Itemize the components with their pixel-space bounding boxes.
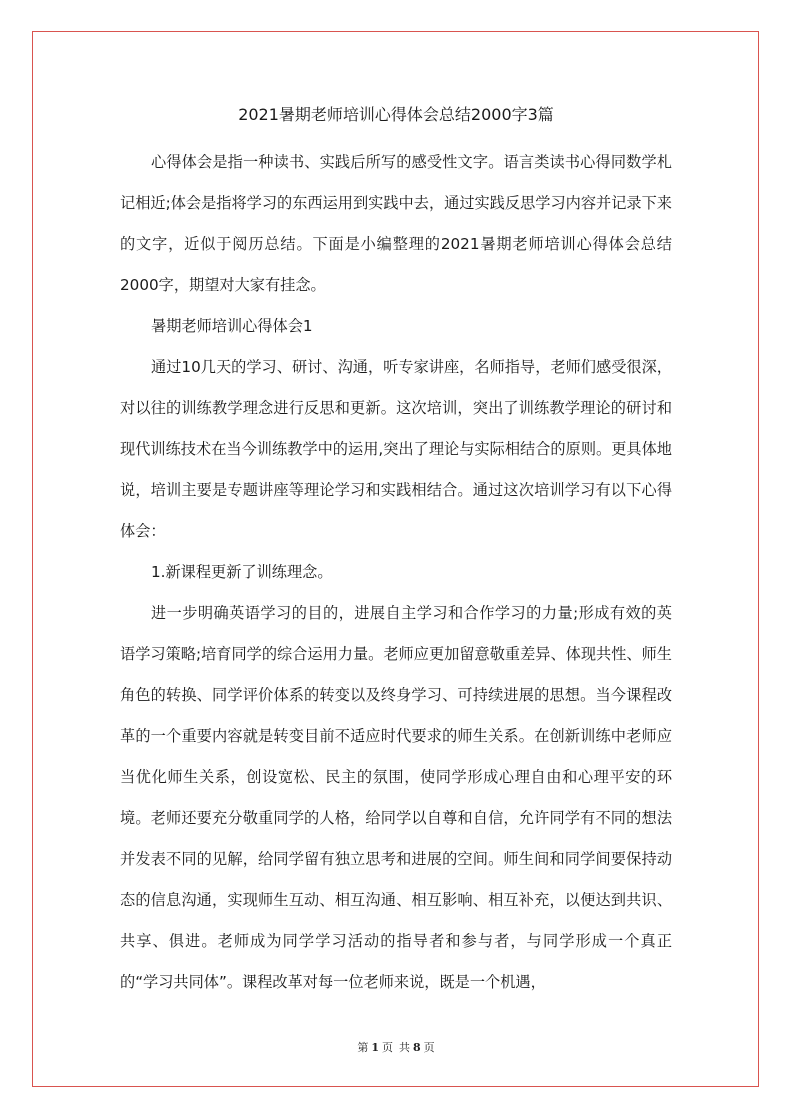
footer-total-pages: 8 [413, 1041, 421, 1054]
section-heading: 暑期老师培训心得体会1 [151, 317, 313, 335]
footer-prefix: 第 [357, 1041, 369, 1054]
footer-page-word: 页 [382, 1041, 393, 1054]
document-body [120, 98, 672, 1003]
footer-suffix: 页 [423, 1041, 435, 1054]
footer-current-page: 1 [371, 1041, 379, 1054]
paragraph-intro: 心得体会是指一种读书、实践后所写的感受性文字。语言类读书心得同数学札记相近;体会是指将学习的东西运用到实践中去，通过实践反思学习内容并记录下来的文字，近似于阅历总结。下面是小编整理的2021暑期老师培训心得体会总结2000字，期望对大家有挂念。 [120, 153, 672, 294]
paragraph-body: 通过10几天的学习、研讨、沟通，听专家讲座，名师指导，老师们感受很深，对以往的训练教学理念进行反思和更新。这次培训，突出了训练教学理论的研讨和现代训练技术在当今训练教学中的运用,突出了理论与实际相结合的原则。更具体地说，培训主要是专题讲座等理论学习和实践相结合。通过这次培训学习有以下心得体会： [120, 358, 672, 540]
footer-total-word: 共 [399, 1041, 410, 1054]
page-footer [0, 1040, 792, 1056]
paragraph-body: 进一步明确英语学习的目的，进展自主学习和合作学习的力量;形成有效的英语学习策略;培育同学的综合运用力量。老师应更加留意敬重差异、体现共性、师生角色的转换、同学评价体系的转变以及终身学习、可持续进展的思想。当今课程改革的一个重要内容就是转变目前不适应时代要求的师生关系。在创新训练中老师应当优化师生关系，创设宽松、民主的氛围，使同学形成心理自由和心理平安的环境。老师还要充分敬重同学的人格，给同学以自尊和自信，允许同学有不同的想法并发表不同的见解，给同学留有独立思考和进展的空间。师生间和同学间要保持动态的信息沟通，实现师生互动、相互沟通、相互影响、相互补充，以便达到共识、共享、俱进。老师成为同学学习活动的指导者和参与者，与同学形成一个真正的“学习共同体”。课程改革对每一位老师来说，既是一个机遇， [120, 604, 672, 991]
numbered-point: 1.新课程更新了训练理念。 [151, 563, 333, 581]
document-title: 2021暑期老师培训心得体会总结2000字3篇 [238, 105, 554, 124]
